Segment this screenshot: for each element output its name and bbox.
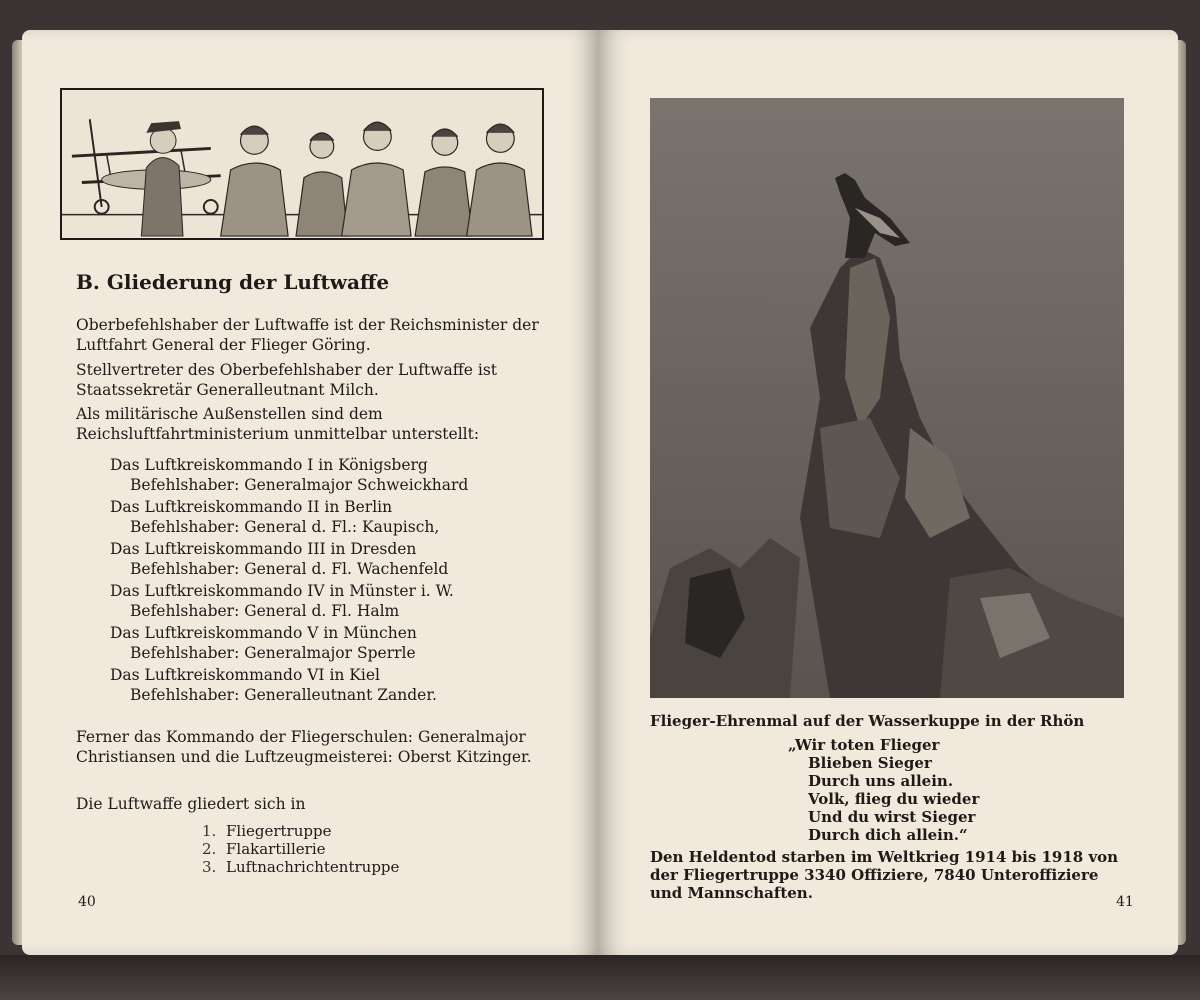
page-number-right: 41 [1116,894,1134,910]
paragraph-text: Die Luftwaffe gliedert sich in [76,795,306,813]
list-label: Fliegertruppe [226,822,332,840]
paragraph-fliegerschulen [76,727,551,767]
list-item [110,497,540,537]
book-cover-bottom [0,955,1200,1000]
poem-line: Blieben Sieger [808,754,932,772]
paragraph-text: Oberbefehlshaber der Luftwaffe ist der Reichsminister der Luftfahrt General der Flieger Göring. [76,316,539,354]
kommando-befehlshaber: Befehlshaber: General d. Fl. Wachenfeld [130,560,449,578]
kommando-befehlshaber: Befehlshaber: Generalleutnant Zander. [130,686,437,704]
poem-line: Und du wirst Sieger [808,808,976,826]
section-heading: B. Gliederung der Luftwaffe [76,270,390,294]
right-page [598,30,1178,955]
kommando-befehlshaber: Befehlshaber: General d. Fl.: Kaupisch, [130,518,440,536]
poem-line: Volk, flieg du wieder [808,790,980,808]
kommando-befehlshaber: Befehlshaber: Generalmajor Schweickhard [130,476,469,494]
kommando-name: Das Luftkreiskommando IV in Münster i. W. [110,582,454,600]
list-item [110,581,540,621]
list-item [110,665,540,705]
kommando-list [110,455,540,707]
list-number: 1. [202,822,217,840]
memorial-photo [650,98,1124,698]
pilots-illustration [60,88,544,240]
list-number: 2. [202,840,217,858]
casualty-note: Den Heldentod starben im Weltkrieg 1914 bis 1918 von der Fliegertruppe 3340 Offiziere, 7840 Unteroffiziere und Mannschaften. [650,848,1119,902]
list-item [202,858,399,876]
kommando-name: Das Luftkreiskommando VI in Kiel [110,666,380,684]
paragraph-text: Als militärische Außenstellen sind dem Reichsluftfahrtministerium unmittelbar unterstellt: [76,405,480,443]
list-label: Luftnachrichtentruppe [226,858,400,876]
poem-line: Durch uns allein. [808,772,954,790]
kommando-name: Das Luftkreiskommando V in München [110,624,417,642]
kommando-name: Das Luftkreiskommando I in Königsberg [110,456,428,474]
kommando-name: Das Luftkreiskommando III in Dresden [110,540,417,558]
branch-list [202,822,399,876]
book-edge-left [12,40,22,945]
paragraph-oberbefehlshaber [76,315,551,355]
paragraph-gliederung [76,794,551,814]
list-item [202,840,399,858]
list-label: Flakartillerie [226,840,326,858]
poem [788,736,979,844]
kommando-befehlshaber: Befehlshaber: Generalmajor Sperrle [130,644,416,662]
paragraph-text: Ferner das Kommando der Fliegerschulen: Generalmajor Christiansen und die Luftzeugmeisterei: Oberst Kitzinger. [76,728,532,766]
paragraph-stellvertreter [76,360,551,400]
list-number: 3. [202,858,217,876]
list-item [110,455,540,495]
list-item [110,623,540,663]
paragraph-text: Stellvertreter des Oberbefehlshaber der Luftwaffe ist Staatssekretär Generalleutnant Milch. [76,361,497,399]
poem-line: Durch dich allein.“ [808,826,968,844]
poem-line: „Wir toten Flieger [788,736,940,754]
paragraph-aussenstellen [76,404,551,444]
list-item [110,539,540,579]
photo-caption: Flieger-Ehrenmal auf der Wasserkuppe in der Rhön [650,712,1085,730]
left-page [22,30,598,955]
page-number-left: 40 [78,894,96,910]
list-item [202,822,399,840]
kommando-name: Das Luftkreiskommando II in Berlin [110,498,393,516]
kommando-befehlshaber: Befehlshaber: General d. Fl. Halm [130,602,400,620]
